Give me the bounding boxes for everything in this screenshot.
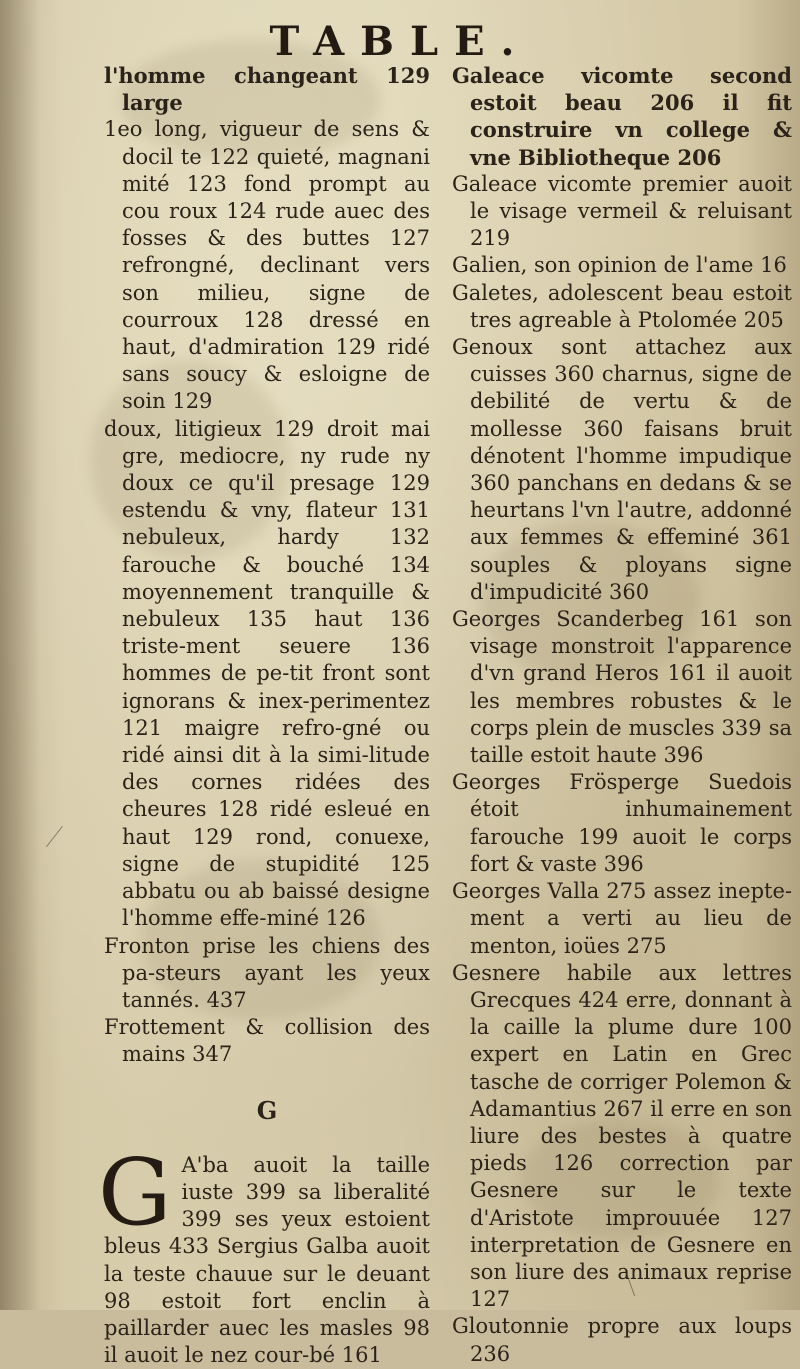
index-entry: doux, litigieux 129 droit mai gre, mediocre, ny rude ny doux ce qu'il presage 129 estendu & vny, flateur 131 nebuleux, hardy 132 farouche & bouché 134 moyennement tranquille & nebuleux 135 haut 136 triste-ment seuere 136 hommes de pe-tit front sont ignorans & inex-perimentez 121 maigre refro-gné ou ridé ainsi dit à la simi-litude des cornes ridées des cheures 128 ridé esleué en haut 129 rond, conuexe, signe de stupidité 125 abbatu ou ab baissé designe l'homme effe-miné 126	[104, 416, 430, 931]
index-entry: Galien, son opinion de l'ame 16	[452, 253, 787, 278]
index-entry: Genoux sont attachez aux cuisses 360 charnus, signe de debilité de vertu & de mollesse 360 faisans bruit dénotent l'homme impudique 360 panchans en dedans & se heurtans l'vn l'autre, addonné aux femmes & effeminé 361 souples & ployans signe d'impudicité 360	[452, 335, 792, 604]
dropcap-letter: G	[98, 1138, 172, 1246]
dropcap-entry-text: A'ba auoit la taille iuste 399 sa liberalité 399 ses yeux estoient bleus 433 Sergius Galba auoit la teste chauue sur le deuant 98 estoit fort enclin à paillarder auec les masles 98 il auoit le nez cour-bé 161	[104, 1152, 430, 1368]
right-column	[452, 62, 792, 1368]
pencil-mark	[46, 826, 63, 847]
section-letter-heading: G	[256, 1095, 278, 1125]
index-entry: Georges Frösperge Suedois étoit inhumainement farouche 199 auoit le corps fort & vaste 396	[452, 770, 792, 876]
index-entry: Galeace vicomte second estoit beau 206 il fit construire vn college & vne Bibliotheque 206	[452, 63, 792, 170]
index-entry: Fronton prise les chiens des pa-steurs ayant les yeux tannés. 437	[104, 933, 430, 1012]
dropcap-index-entry	[98, 1138, 430, 1369]
index-entry: 1eo long, vigueur de sens & docil te 122 quieté, magnani mité 123 fond prompt au cou roux 124 rude auec des fosses & des buttes 127 refrongné, declinant vers son milieu, signe de courroux 128 dressé en haut, d'admiration 129 ridé sans soucy & esloigne de soin 129	[104, 117, 430, 414]
page-gutter-shadow	[0, 0, 40, 1310]
index-entry: l'homme changeant 129 large	[104, 63, 430, 116]
index-entry: Gesnere habile aux lettres Grecques 424 erre, donnant à la caille la plume dure 100 expert en Latin en Grec tasche de corriger Polemon & Adamantius 267 il erre en son liure des bestes à quatre pieds 126 correction par Gesnere sur le texte d'Aristote improuuée 127 interpretation de Gesnere en son liure des animaux reprise 127	[452, 960, 792, 1312]
left-column	[98, 62, 430, 1369]
index-entry: Georges Scanderbeg 161 son visage monstroit l'apparence d'vn grand Heros 161 il auoit les membres robustes & le corps plein de muscles 339 sa taille estoit haute 396	[452, 607, 792, 768]
index-entry: Galeace vicomte premier auoit le visage vermeil & reluisant 219	[452, 171, 792, 251]
index-entry: Frottement & collision des mains 347	[104, 1015, 430, 1067]
index-entry: Gloutonnie propre aux loups 236	[452, 1314, 792, 1366]
index-entry: Georges Valla 275 assez inepte-ment a verti au lieu de menton, ioües 275	[452, 879, 792, 958]
index-entry: Galetes, adolescent beau estoit tres agreable à Ptolomée 205	[452, 280, 792, 332]
page-heading: TABLE.	[269, 18, 531, 65]
